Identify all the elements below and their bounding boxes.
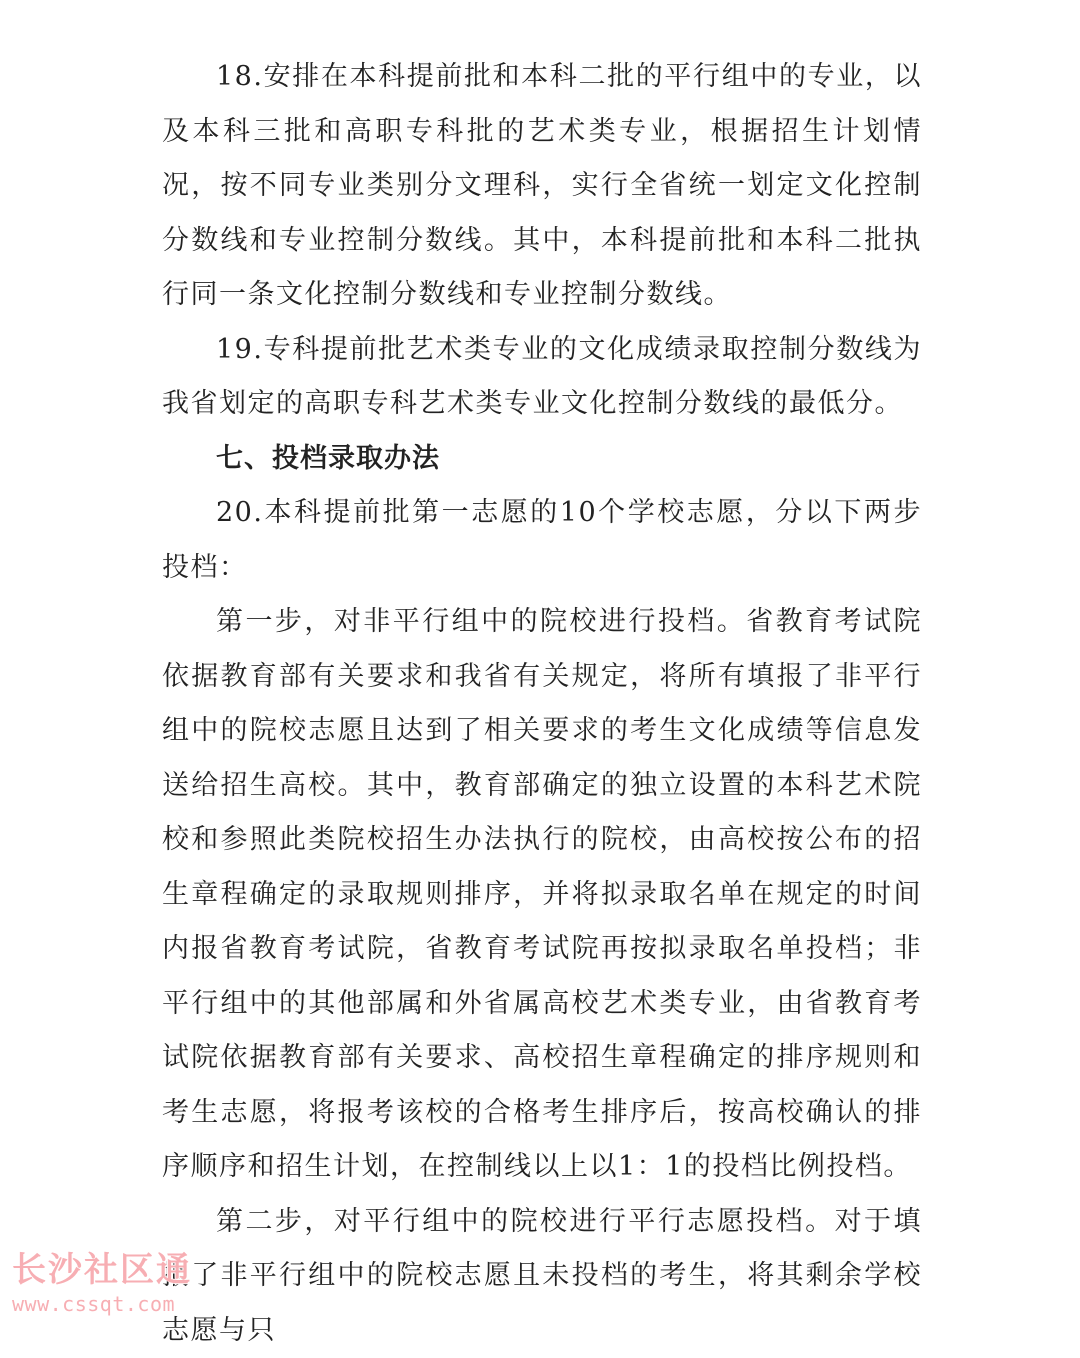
- watermark-url: www.cssqt.com: [12, 1292, 192, 1316]
- section-heading-7: 七、投档录取办法: [162, 432, 922, 487]
- paragraph-18: 18.安排在本科提前批和本科二批的平行组中的专业，以及本科三批和高职专科批的艺术类专业，根据招生计划情况，按不同专业类别分文理科，实行全省统一划定文化控制分数线和专业控制分数线。其中，本科提前批和本科二批执行同一条文化控制分数线和专业控制分数线。: [162, 50, 922, 323]
- watermark-title: 长沙社区通: [12, 1250, 192, 1290]
- paragraph-step-2: 第二步，对平行组中的院校进行平行志愿投档。对于填报了非平行组中的院校志愿且未投档的考生，将其剩余学校志愿与只: [162, 1195, 922, 1358]
- paragraph-step-1: 第一步，对非平行组中的院校进行投档。省教育考试院依据教育部有关要求和我省有关规定，将所有填报了非平行组中的院校志愿且达到了相关要求的考生文化成绩等信息发送给招生高校。其中，教育部确定的独立设置的本科艺术院校和参照此类院校招生办法执行的院校，由高校按公布的招生章程确定的录取规则排序，并将拟录取名单在规定的时间内报省教育考试院，省教育考试院再按拟录取名单投档；非平行组中的其他部属和外省属高校艺术类专业，由省教育考试院依据教育部有关要求、高校招生章程确定的排序规则和考生志愿，将报考该校的合格考生排序后，按高校确认的排序顺序和招生计划，在控制线以上以1：1的投档比例投档。: [162, 595, 922, 1195]
- paragraph-20: 20.本科提前批第一志愿的10个学校志愿，分以下两步投档：: [162, 486, 922, 595]
- watermark: [12, 1250, 192, 1316]
- document-page: [162, 50, 922, 1358]
- paragraph-19: 19.专科提前批艺术类专业的文化成绩录取控制分数线为我省划定的高职专科艺术类专业文化控制分数线的最低分。: [162, 323, 922, 432]
